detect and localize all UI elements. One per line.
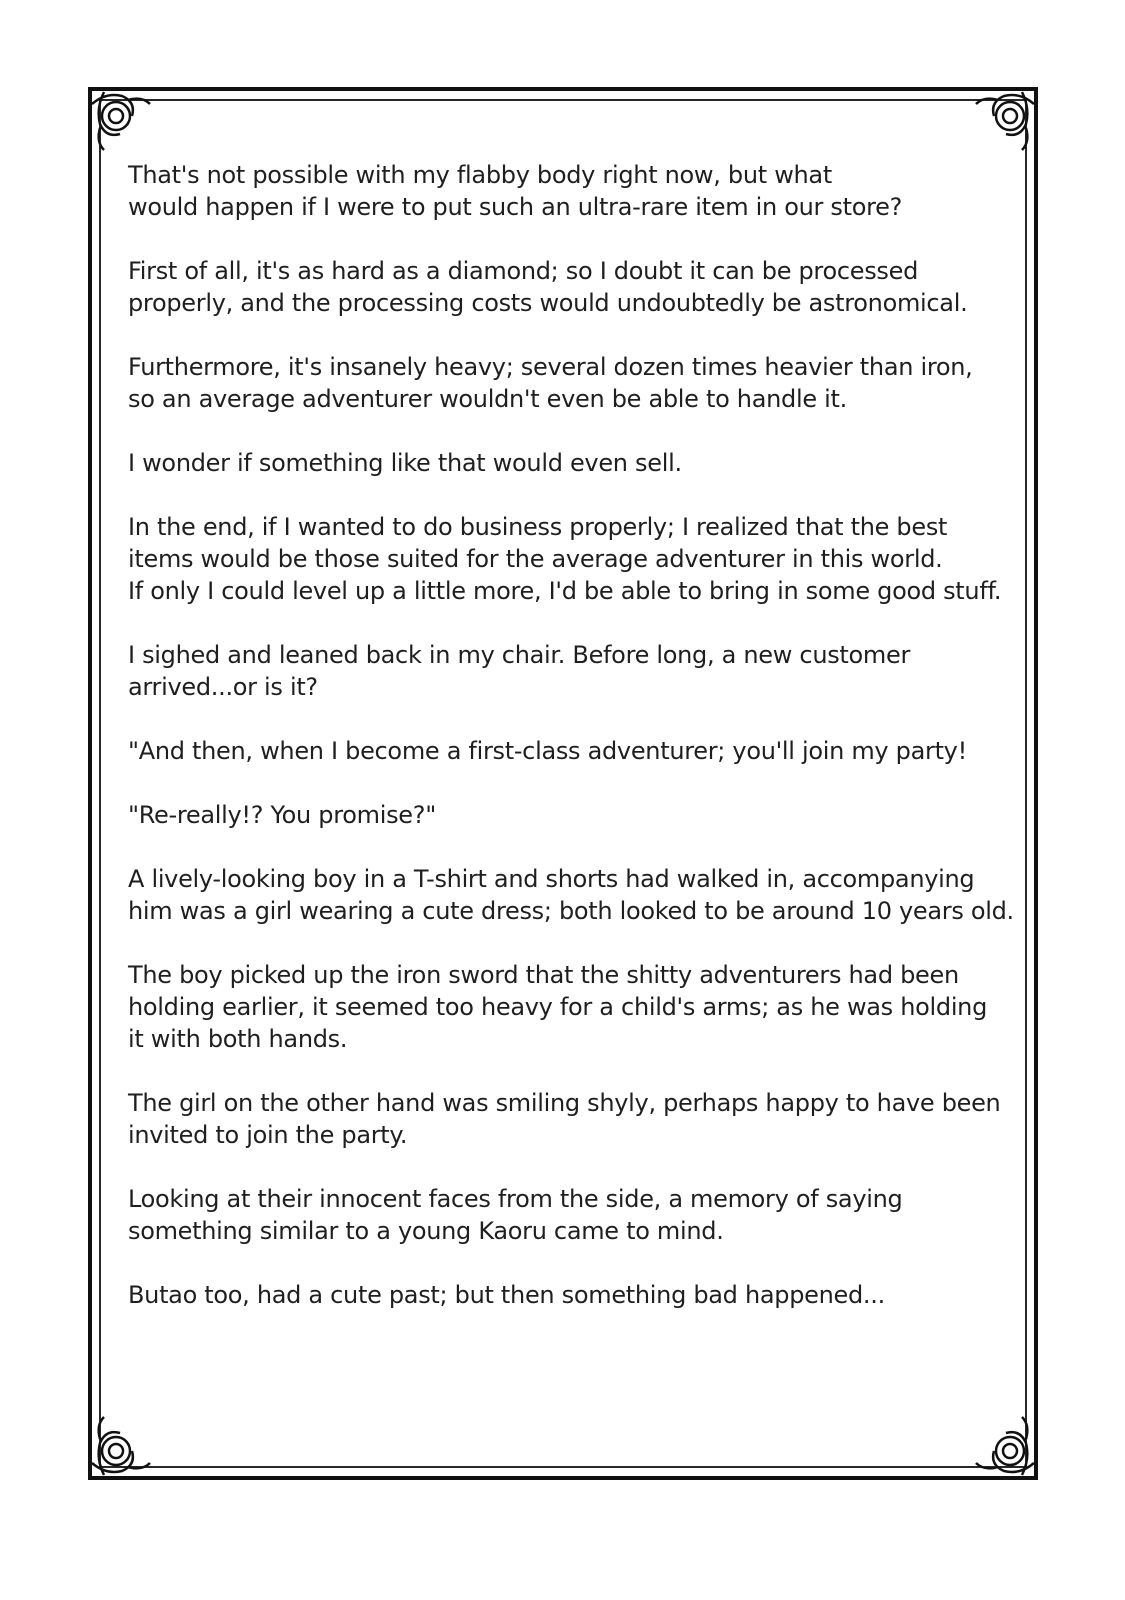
text-line: him was a girl wearing a cute dress; both looked to be around 10 years old. [128,897,1014,925]
paragraph-4 [128,447,1028,479]
paragraph-12 [128,1183,1028,1247]
text-line: something similar to a young Kaoru came to mind. [128,1217,724,1245]
paragraph-7 [128,735,1028,767]
text-line: That's not possible with my flabby body right now, but what [128,161,832,189]
text-line: it with both hands. [128,1025,348,1053]
text-line: so an average adventurer wouldn't even be able to handle it. [128,385,847,413]
text-line: A lively-looking boy in a T-shirt and shorts had walked in, accompanying [128,865,975,893]
text-line: Butao too, had a cute past; but then something bad happened... [128,1281,885,1309]
text-line: Furthermore, it's insanely heavy; several dozen times heavier than iron, [128,353,973,381]
text-line: I wonder if something like that would even sell. [128,449,682,477]
text-line: First of all, it's as hard as a diamond; so I doubt it can be processed [128,257,919,285]
story-text [128,159,1028,1343]
text-line: In the end, if I wanted to do business properly; I realized that the best [128,513,948,541]
text-line: "And then, when I become a first-class adventurer; you'll join my party! [128,737,967,765]
text-line: If only I could level up a little more, I'd be able to bring in some good stuff. [128,577,1002,605]
text-line: The girl on the other hand was smiling shyly, perhaps happy to have been [128,1089,1001,1117]
text-line: "Re-really!? You promise?" [128,801,436,829]
paragraph-8 [128,799,1028,831]
text-line: would happen if I were to put such an ultra-rare item in our store? [128,193,903,221]
paragraph-6 [128,639,1028,703]
text-line: The boy picked up the iron sword that the shitty adventurers had been [128,961,959,989]
paragraph-10 [128,959,1028,1055]
text-line: arrived...or is it? [128,673,318,701]
text-line: I sighed and leaned back in my chair. Before long, a new customer [128,641,911,669]
paragraph-9 [128,863,1028,927]
text-line: properly, and the processing costs would undoubtedly be astronomical. [128,289,968,317]
paragraph-3 [128,351,1028,415]
paragraph-11 [128,1087,1028,1151]
paragraph-1 [128,159,1028,223]
paragraph-5 [128,511,1028,607]
text-line: holding earlier, it seemed too heavy for a child's arms; as he was holding [128,993,988,1021]
paragraph-13 [128,1279,1028,1311]
text-line: items would be those suited for the average adventurer in this world. [128,545,943,573]
paragraph-2 [128,255,1028,319]
text-line: invited to join the party. [128,1121,408,1149]
text-line: Looking at their innocent faces from the side, a memory of saying [128,1185,903,1213]
